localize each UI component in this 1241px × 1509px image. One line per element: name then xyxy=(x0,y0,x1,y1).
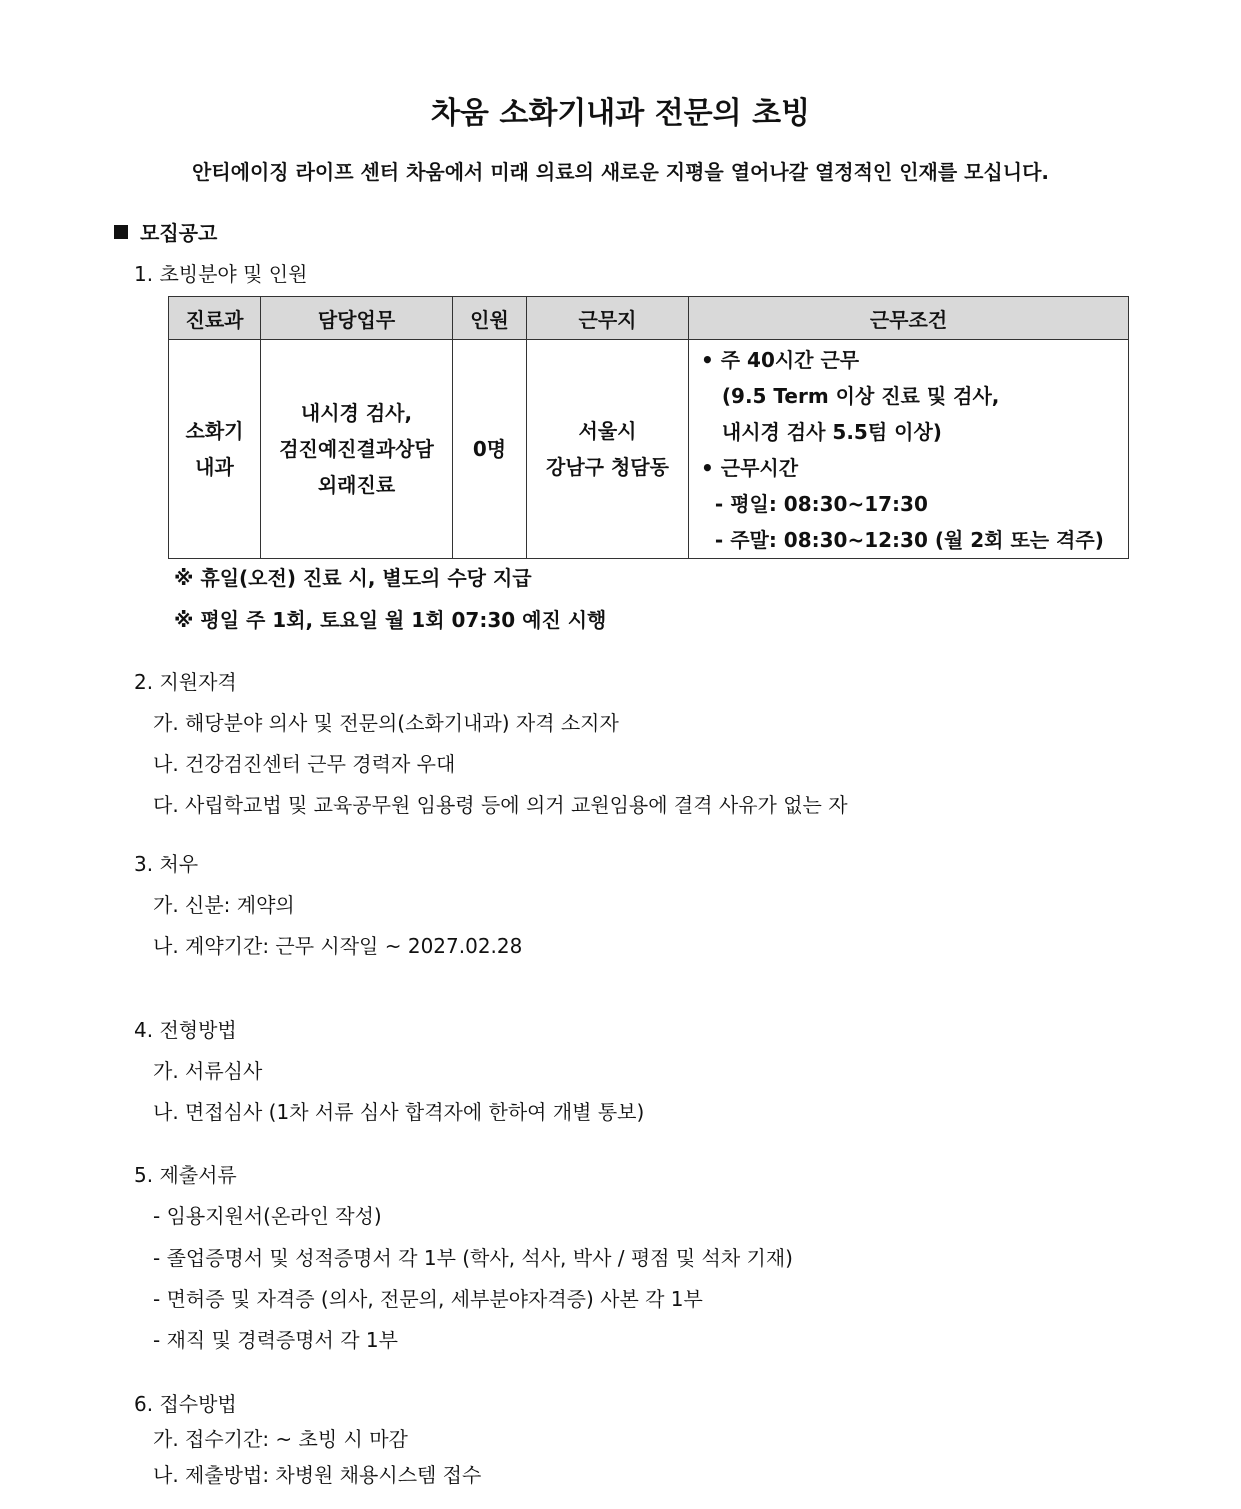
heading-documents: 5. 제출서류 xyxy=(134,1163,237,1187)
cell-dept: 소화기 내과 xyxy=(169,340,261,559)
header-conditions: 근무조건 xyxy=(689,297,1129,340)
list-item: 나. 건강검진센터 근무 경력자 우대 xyxy=(153,752,456,776)
list-item: 다. 사립학교법 및 교육공무원 임용령 등에 의거 교원임용에 결격 사유가 없는 자 xyxy=(153,793,848,817)
cell-duties: 내시경 검사, 검진예진결과상담 외래진료 xyxy=(261,340,453,559)
note-prescreen: ※ 평일 주 1회, 토요일 월 1회 07:30 예진 시행 xyxy=(174,608,607,632)
header-duties: 담당업무 xyxy=(261,297,453,340)
header-dept: 진료과 xyxy=(169,297,261,340)
table-row xyxy=(169,340,1129,559)
intro-text: 안티에이징 라이프 센터 차움에서 미래 의료의 새로운 지평을 열어나갈 열정적인 인재를 모십니다. xyxy=(192,160,1049,184)
list-item: 나. 계약기간: 근무 시작일 ~ 2027.02.28 xyxy=(153,934,523,958)
cell-location: 서울시 강남구 청담동 xyxy=(527,340,689,559)
list-item: 가. 해당분야 의사 및 전문의(소화기내과) 자격 소지자 xyxy=(153,711,619,735)
list-item: 나. 제출방법: 차병원 채용시스템 접수 xyxy=(153,1463,482,1487)
header-location: 근무지 xyxy=(527,297,689,340)
square-bullet-icon xyxy=(114,225,128,239)
heading-recruit-field: 1. 초빙분야 및 인원 xyxy=(134,262,308,286)
table-header-row xyxy=(169,297,1129,340)
recruit-table xyxy=(168,296,1129,559)
list-item: 가. 서류심사 xyxy=(153,1059,263,1083)
list-item: - 면허증 및 자격증 (의사, 전문의, 세부분야자격증) 사본 각 1부 xyxy=(153,1287,703,1311)
list-item: 나. 면접심사 (1차 서류 심사 합격자에 한하여 개별 통보) xyxy=(153,1100,645,1124)
header-count: 인원 xyxy=(453,297,527,340)
section-header xyxy=(114,217,217,246)
heading-application: 6. 접수방법 xyxy=(134,1392,237,1416)
heading-selection: 4. 전형방법 xyxy=(134,1018,237,1042)
cell-conditions: • 주 40시간 근무 (9.5 Term 이상 진료 및 검사, 내시경 검사 5.5텀 이상) • 근무시간 - 평일: 08:30~17:30 - 주말: 08:30~12:30 (월 2회 또는 격주) xyxy=(689,340,1129,559)
list-item: 가. 신분: 계약의 xyxy=(153,893,295,917)
cell-count: 0명 xyxy=(453,340,527,559)
section-header-label: 모집공고 xyxy=(140,221,218,245)
heading-treatment: 3. 처우 xyxy=(134,852,199,876)
list-item: - 졸업증명서 및 성적증명서 각 1부 (학사, 석사, 박사 / 평점 및 석차 기재) xyxy=(153,1246,793,1270)
heading-qualification: 2. 지원자격 xyxy=(134,670,237,694)
page-title: 차움 소화기내과 전문의 초빙 xyxy=(430,96,811,131)
list-item: - 재직 및 경력증명서 각 1부 xyxy=(153,1328,398,1352)
note-holiday: ※ 휴일(오전) 진료 시, 별도의 수당 지급 xyxy=(174,566,532,590)
list-item: - 임용지원서(온라인 작성) xyxy=(153,1204,382,1228)
list-item: 가. 접수기간: ~ 초빙 시 마감 xyxy=(153,1427,408,1451)
